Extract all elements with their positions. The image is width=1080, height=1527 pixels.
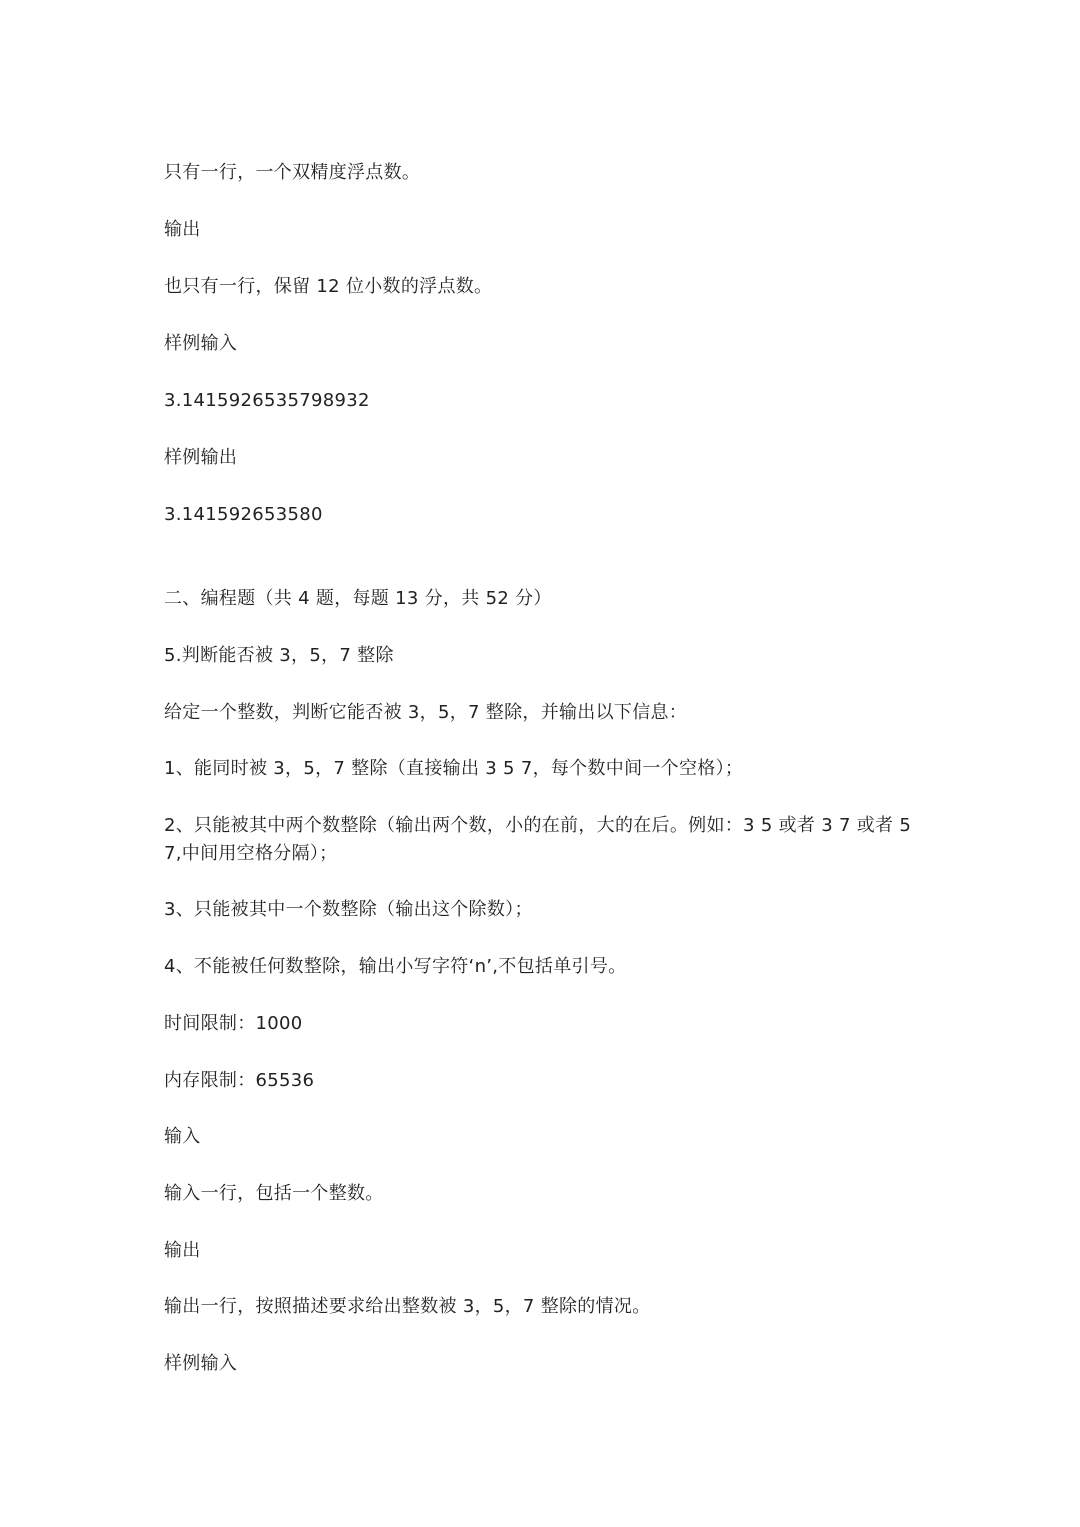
output-description-2: 输出一行，按照描述要求给出整数被 3，5，7 整除的情况。 [164,1296,651,1317]
rule-2-continued: 7,中间用空格分隔）； [164,843,338,864]
sample-input-heading-2: 样例输入 [164,1353,238,1374]
sample-input-value: 3.1415926535798932 [164,390,370,411]
section-heading: 二、编程题（共 4 题，每题 13 分，共 52 分） [164,588,552,609]
rule-2: 2、只能被其中两个数整除（输出两个数，小的在前，大的在后。例如：3 5 或者 3 7 或者 5 [164,815,912,836]
sample-output-heading: 样例输出 [164,447,238,468]
memory-limit: 内存限制：65536 [164,1070,315,1091]
rule-1: 1、能同时被 3，5，7 整除（直接输出 3 5 7，每个数中间一个空格）； [164,758,744,779]
sample-input-heading: 样例输入 [164,333,238,354]
rule-4: 4、不能被任何数整除，输出小写字符‘n’,不包括单引号。 [164,956,627,977]
output-heading-2: 输出 [164,1240,201,1261]
input-description-2: 输入一行，包括一个整数。 [164,1183,384,1204]
input-description: 只有一行，一个双精度浮点数。 [164,162,421,183]
output-heading: 输出 [164,219,201,240]
problem-title: 5.判断能否被 3，5，7 整除 [164,645,394,666]
problem-description: 给定一个整数，判断它能否被 3，5，7 整除，并输出以下信息： [164,702,688,723]
sample-output-value: 3.141592653580 [164,504,323,525]
output-description: 也只有一行，保留 12 位小数的浮点数。 [164,276,493,297]
time-limit: 时间限制：1000 [164,1013,303,1034]
rule-3: 3、只能被其中一个数整除（输出这个除数）； [164,899,533,920]
input-heading: 输入 [164,1126,201,1147]
